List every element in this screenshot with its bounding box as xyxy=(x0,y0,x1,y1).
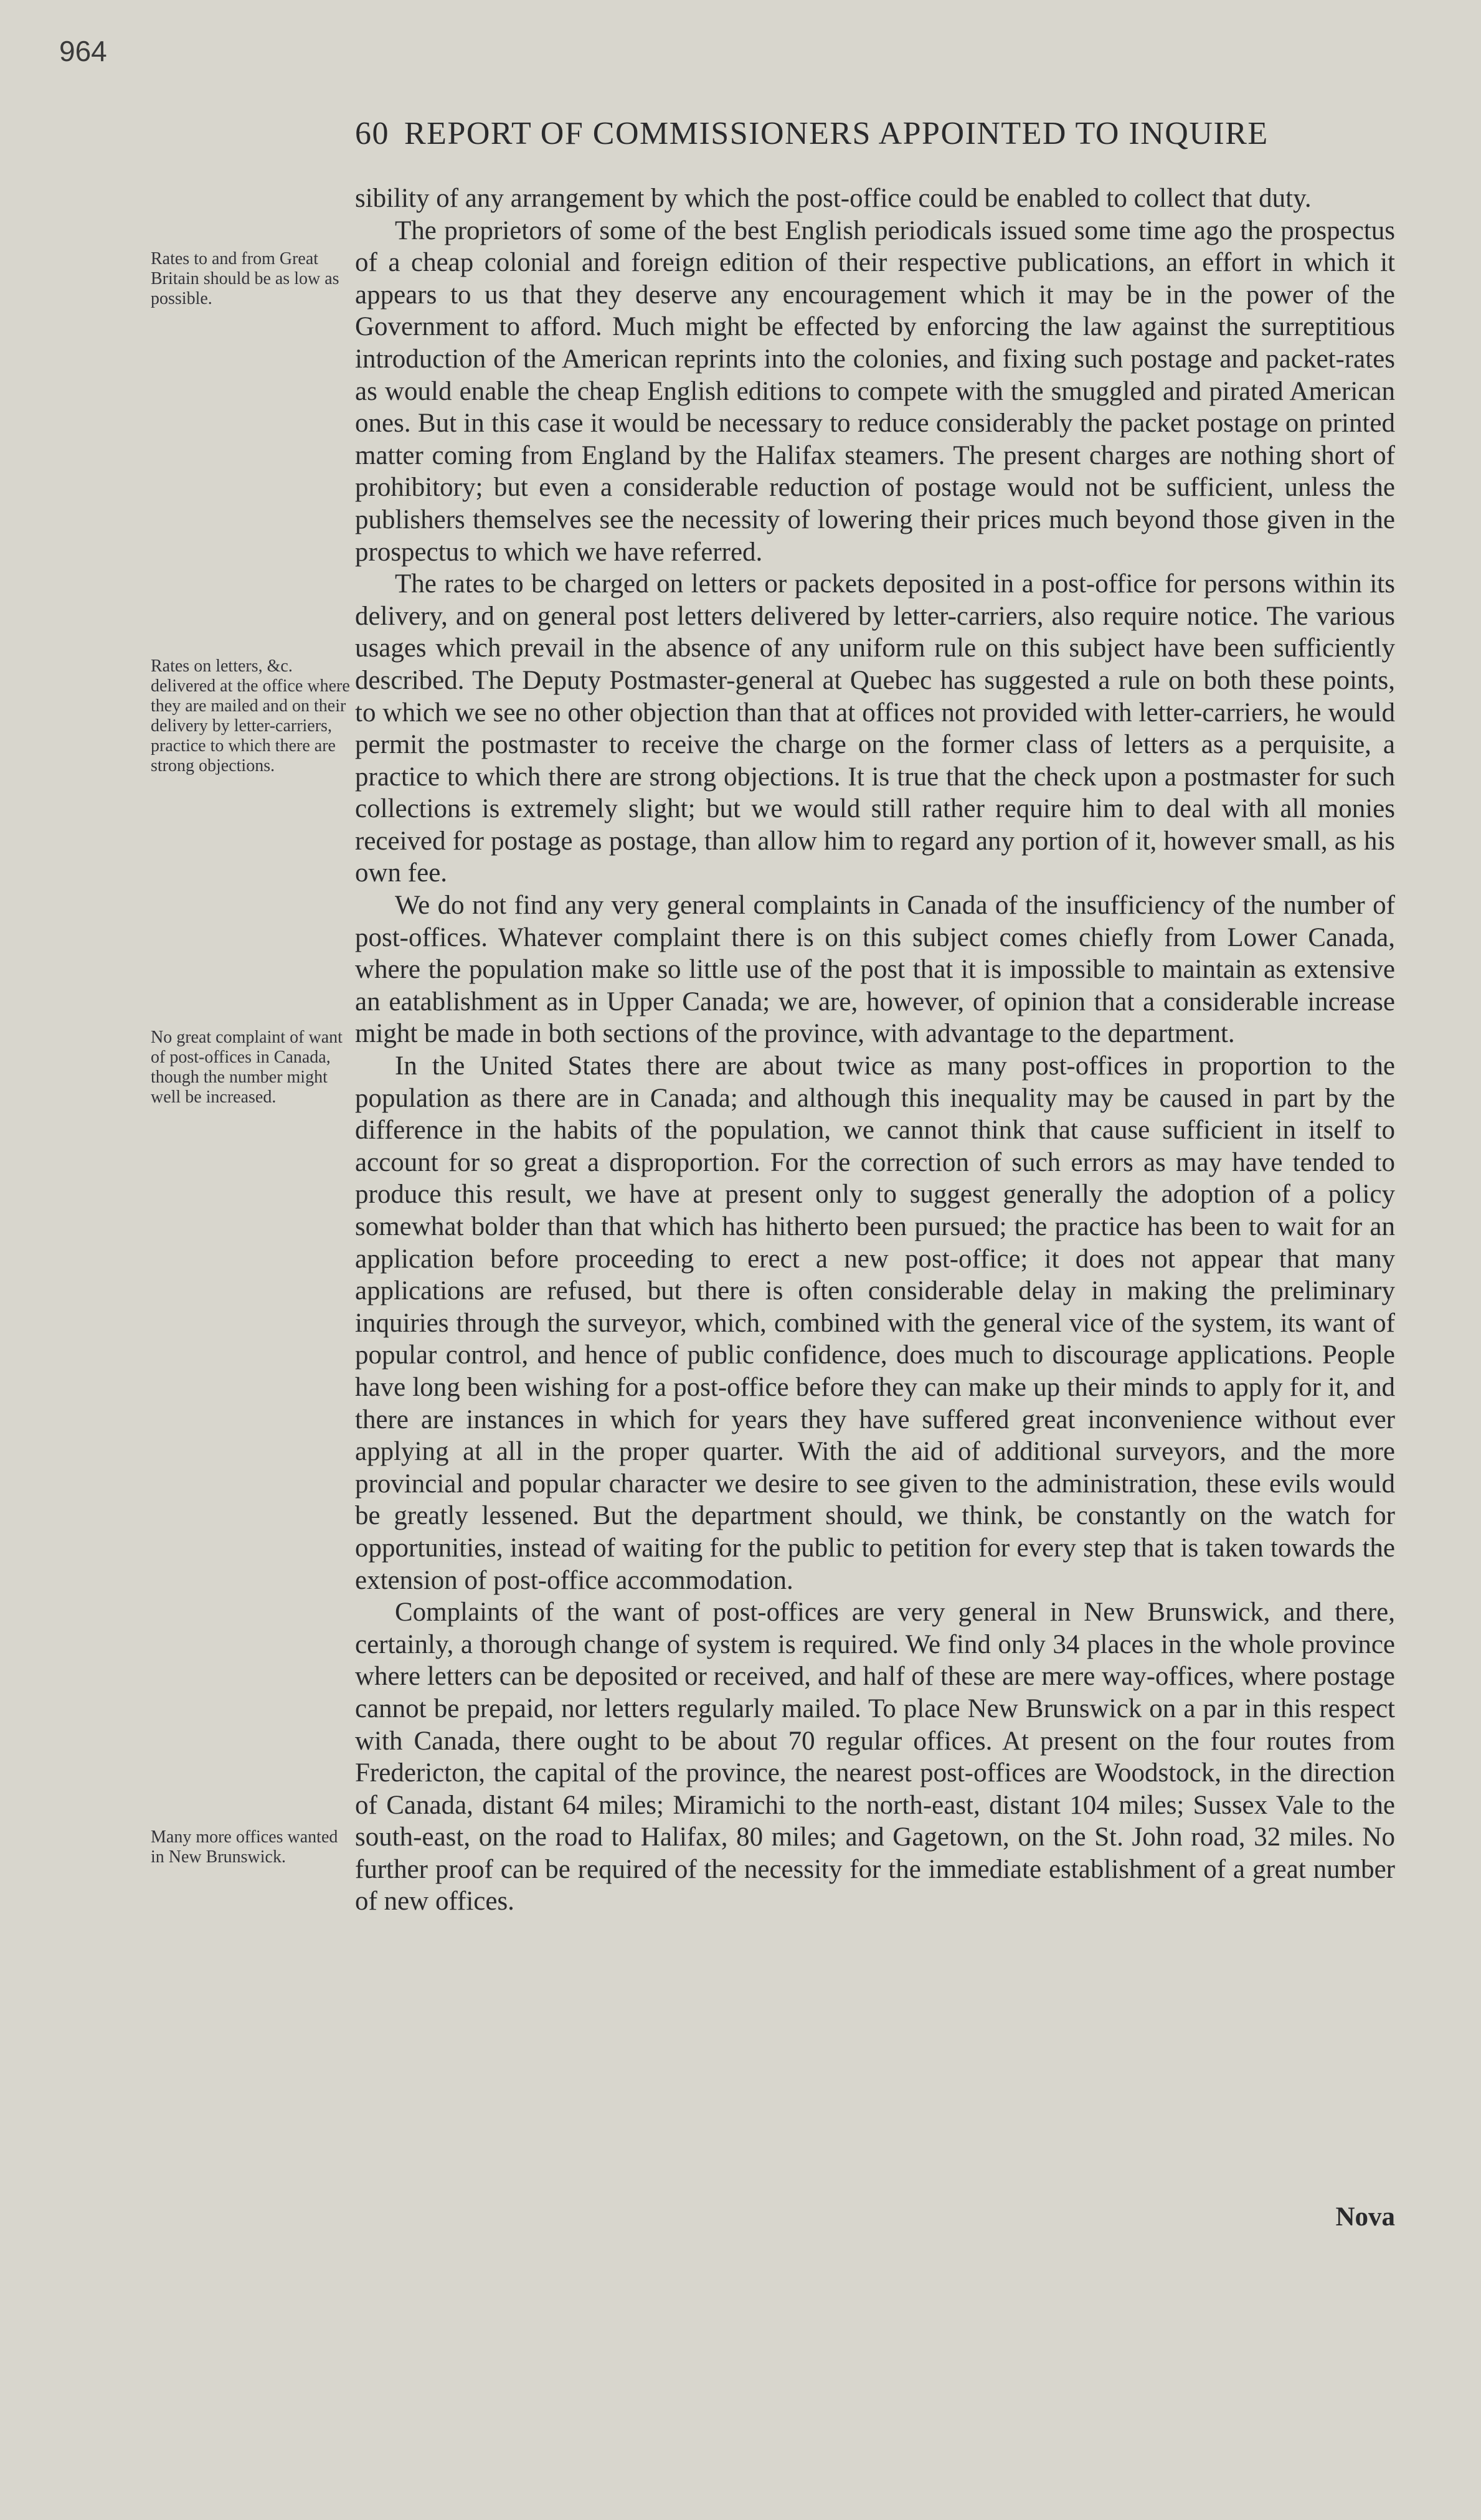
paragraph-united-states: In the United States there are about twice as many post-offices in proportion to the population as there are in Canada; and although this inequality may be caused in part by the difference in the habits of the population, we cannot think that cause sufficient in itself to account for so great a disproportion. For the correction of such errors as may have tended to produce this result, we have at present only to suggest generally the adoption of a policy somewhat bolder than that which has hitherto been pursued; the practice has been to wait for an application before proceeding to erect a new post-office; it does not appear that many applications are refused, but there is often considerable delay in making the preliminary inquiries through the surveyor, which, combined with the general vice of the system, its want of popular control, and hence of public confidence, does much to discourage applications. People have long been wishing for a post-office before they can make up their minds to apply for it, and there are instances in which for years they have suffered great inconvenience without ever applying at all in the proper quarter. With the aid of additional surveyors, and the more provincial and popular character we desire to see given to the administration, these evils would be greatly lessened. But the department should, we think, be constantly on the watch for opportunities, instead of waiting for the public to petition for every step that is taken towards the extension of post-office accommodation. xyxy=(355,1051,1395,1595)
paragraph-canada-offices: We do not find any very general complaints in Canada of the insufficiency of the number of post-offices. Whatever complaint there is on this subject comes chiefly from Lower Canada, where the population make so little use of the post that it is impossible to maintain as extensive an eatablishment as in Upper Canada; we are, however, of opinion that a considerable increase might be made in both sections of the province, with advantage to the department. xyxy=(355,891,1395,1049)
margin-note-new-brunswick: Many more offices wanted in New Brunswick. xyxy=(151,1827,338,1867)
header-title: REPORT OF COMMISSIONERS APPOINTED TO INQUIRE xyxy=(404,116,1269,151)
body-text xyxy=(355,182,1395,1918)
margin-note-post-offices-canada: No great complaint of want of post-offices in Canada, though the number might well be increased. xyxy=(151,1028,343,1107)
page-folio: 964 xyxy=(59,35,107,67)
header-page-number: 60 xyxy=(355,116,389,151)
paragraph-new-brunswick: Complaints of the want of post-offices are very general in New Brunswick, and there, certainly, a thorough change of system is required. We find only 34 places in the whole province where letters can be deposited or received, and half of these are mere way-offices, where postage cannot be prepaid, nor letters regularly mailed. To place New Brunswick on a par in this respect with Canada, there ought to be about 70 regular offices. At present on the four routes from Fredericton, the capital of the province, the nearest post-offices are Woodstock, in the direction of Canada, distant 64 miles; Miramichi to the north-east, distant 104 miles; Sussex Vale to the south-east, on the road to Halifax, 80 miles; and Gagetown, on the St. John road, 32 miles. No further proof can be required of the necessity for the immediate establishment of a great number of new offices. xyxy=(355,1598,1395,1916)
paragraph-duty: sibility of any arrangement by which the post-office could be enabled to collect that duty. xyxy=(355,184,1312,213)
paragraph-periodicals: The proprietors of some of the best English periodicals issued some time ago the prospectus of a cheap colonial and foreign edition of their respective publications, an effort in which it appears to us that they deserve any encouragement which it may be in the power of the Government to afford. Much might be effected by enforcing the law against the surreptitious introduction of the American reprints into the colonies, and fixing such postage and packet-rates as would enable the cheap English editions to compete with the smuggled and pirated American ones. But in this case it would be necessary to reduce considerably the packet postage on printed matter coming from England by the Halifax steamers. The present charges are nothing short of prohibitory; but even a considerable reduction of postage would not be sufficient, unless the publishers themselves see the necessity of lowering their prices much beyond those given in the prospectus to which we have referred. xyxy=(355,216,1395,567)
margin-note-rates-great-britain: Rates to and from Great Britain should be as low as possible. xyxy=(151,249,339,308)
paragraph-letter-rates: The rates to be charged on letters or packets deposited in a post-office for persons within its delivery, and on general post letters delivered by letter-carriers, also require notice. The various usages which prevail in the absence of any uniform rule on this subject have been sufficiently described. The Deputy Postmaster-general at Quebec has suggested a rule on both these points, to which we see no other objection than that at offices not provided with letter-carriers, he would permit the postmaster to receive the charge on the former class of letters as a perquisite, a practice to which there are strong objections. It is true that the check upon a postmaster for such collections is extremely slight; but we would still rather require him to deal with all monies received for postage as postage, than allow him to regard any portion of it, however small, as his own fee. xyxy=(355,569,1395,888)
margin-note-rates-letters: Rates on letters, &c. delivered at the office where they are mailed and on their delivery by letter-carriers, practice to which there are strong objections. xyxy=(151,656,350,775)
catchword: Nova xyxy=(1335,2202,1395,2232)
running-header xyxy=(355,115,1395,152)
